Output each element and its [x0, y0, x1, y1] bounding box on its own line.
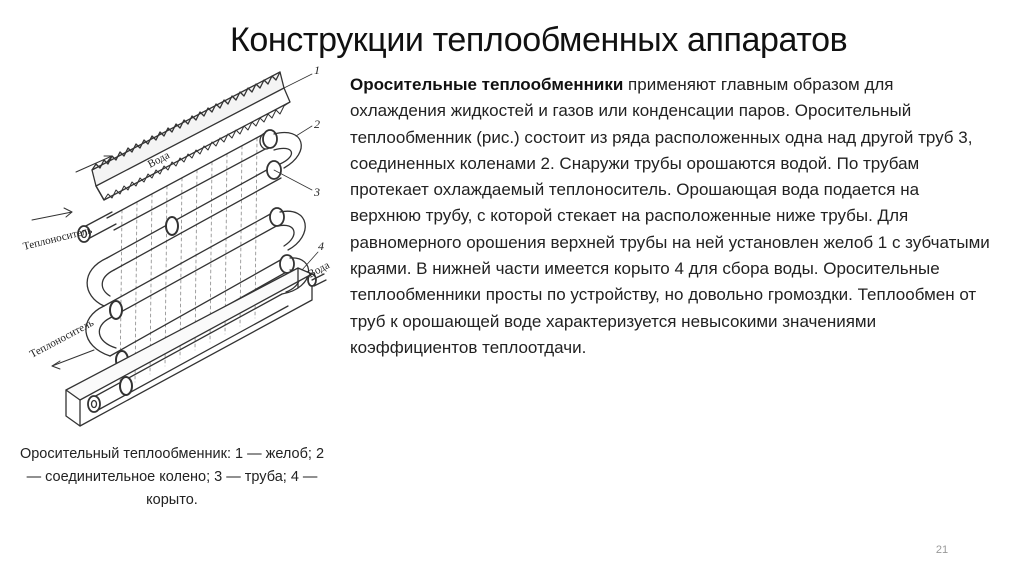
label-coolant-upper: Теплоноситель: [21, 224, 94, 253]
heat-exchanger-drawing: [12, 60, 342, 438]
label-water-top: Вода: [145, 149, 172, 171]
body-lead-bold: Оросительные теплообменники: [350, 75, 624, 94]
body-text: применяют главным образом для охлаждения жидкостей и газов или конденсации паров. Оросительный теплообменник (рис.) состоит из ряда расположенных одна над другой труб 3, соединенных коленами 2. Снаружи трубы орошаются водой. По трубам протекает охлаждаемый теплоноситель. Орошающая вода подается на верхнюю трубу, с которой стекает на расположенные ниже трубы. Для равномерного орошения верхней трубы на ней установлен желоб 1 с зубчатыми краями. В нижней части имеется корыто 4 для сбора воды. Оросительные теплообменники просты по устройству, но довольно громоздки. Теплообмен от труб к орошающей воде характеризуется невысокими значениями коэффициентов теплоотдачи.: [350, 75, 990, 357]
page-title: Конструкции теплообменных аппаратов: [230, 21, 848, 59]
label-number-1: 1: [314, 63, 320, 77]
page-number: 21: [935, 544, 949, 556]
tube-row-2: [107, 161, 281, 270]
label-number-4: 4: [318, 239, 324, 253]
label-water-side: Вода: [305, 259, 332, 281]
elbow-left-1: [87, 258, 114, 306]
heat-exchanger-figure: [12, 60, 342, 438]
tube-row-1: [107, 130, 277, 230]
label-coolant-lower: Теплоноситель: [27, 316, 96, 361]
figure-caption: Оросительный теплообменник: 1 — желоб; 2 — соединительное колено; 3 — труба; 4 — корыто.: [19, 446, 325, 508]
body-paragraph: [350, 72, 990, 361]
label-number-3: 3: [314, 185, 320, 199]
label-number-2: 2: [314, 117, 320, 131]
